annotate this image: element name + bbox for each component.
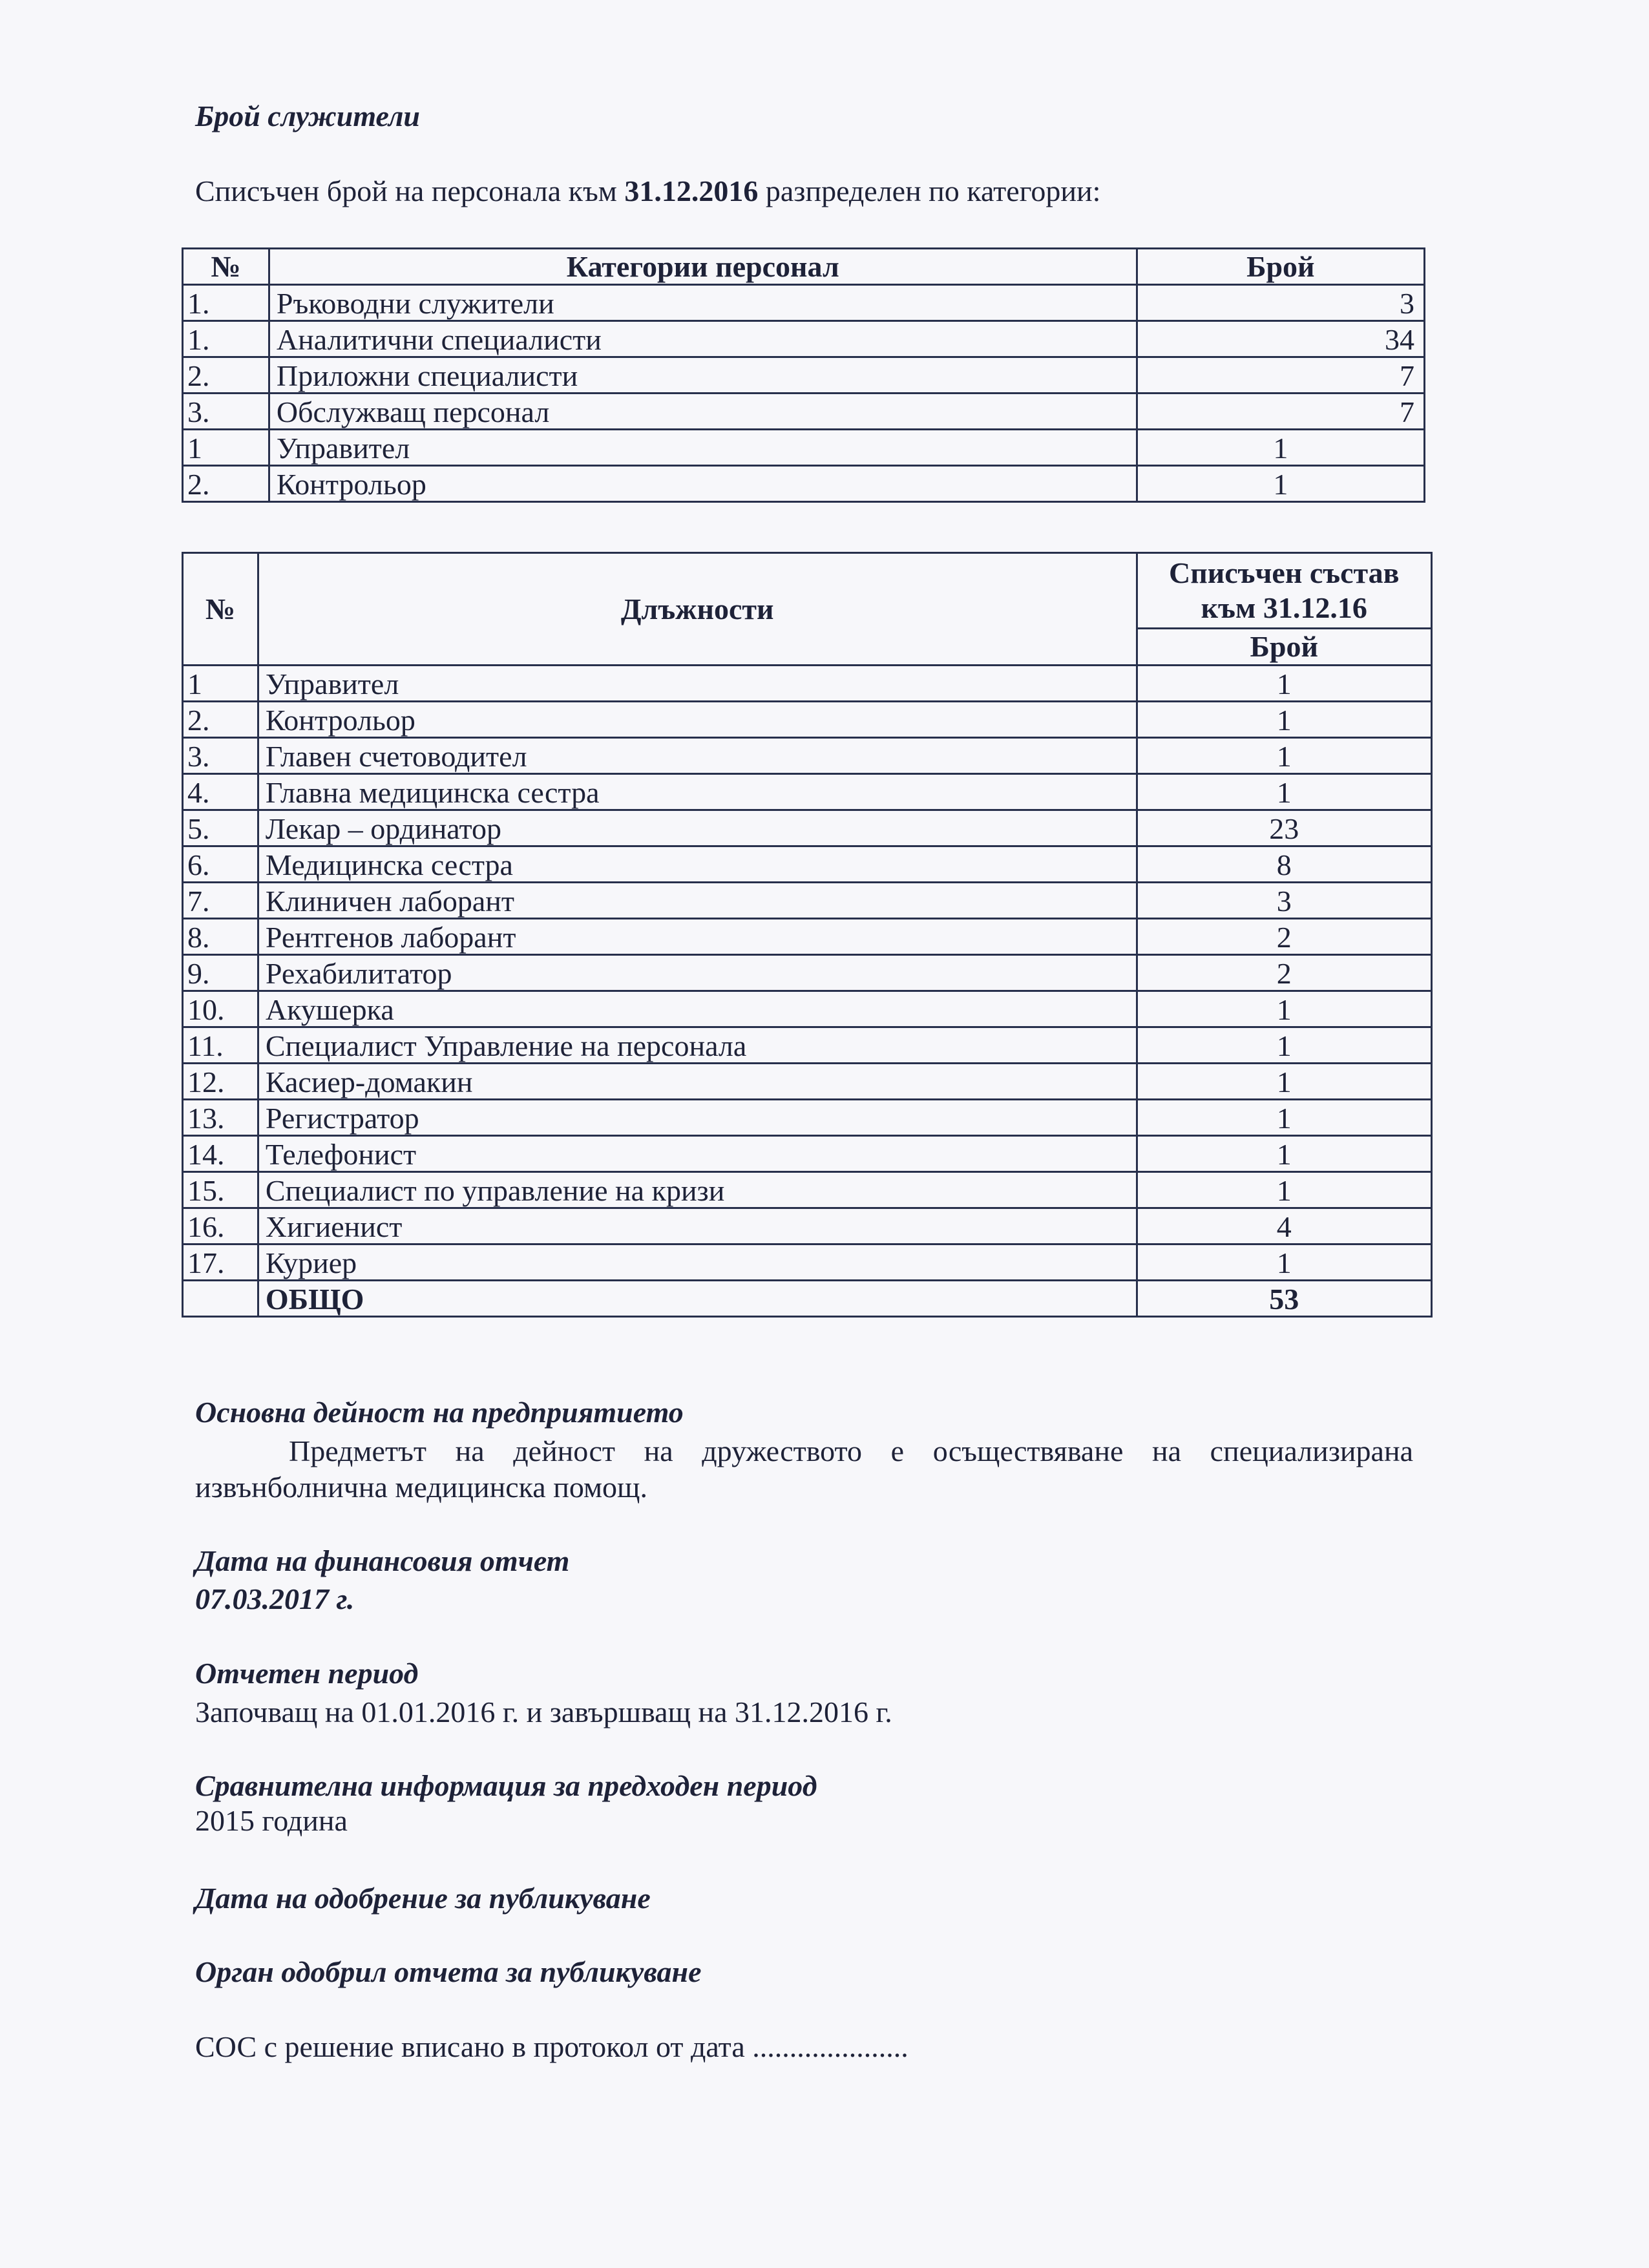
table-row	[183, 1172, 1432, 1208]
table-row	[183, 666, 1432, 702]
table-row	[183, 810, 1432, 846]
row-count: 1	[1137, 702, 1431, 738]
row-position: Медицинска сестра	[258, 846, 1137, 883]
table-header-row	[183, 249, 1425, 285]
row-position: Регистратор	[258, 1100, 1137, 1136]
employees-intro	[195, 173, 1100, 209]
row-count: 1	[1137, 1244, 1431, 1281]
table-row	[183, 919, 1432, 955]
table-row	[183, 1100, 1432, 1136]
table-row	[183, 1208, 1432, 1244]
report-date-heading: Дата на финансовия отчет	[195, 1544, 570, 1577]
comparative-value: 2015 година	[195, 1804, 348, 1837]
row-count: 1	[1137, 774, 1431, 810]
table-row	[183, 321, 1425, 357]
positions-table	[182, 552, 1433, 1318]
approval-date-heading: Дата на одобрение за публикуване	[195, 1882, 651, 1915]
row-category: Аналитични специалисти	[269, 321, 1137, 357]
row-count: 1	[1137, 1027, 1431, 1064]
row-no: 16.	[183, 1208, 258, 1244]
row-count: 2	[1137, 919, 1431, 955]
header-position: Длъжности	[258, 553, 1137, 666]
row-no: 8.	[183, 919, 258, 955]
total-label: ОБЩО	[258, 1281, 1137, 1317]
row-no: 1	[183, 430, 269, 466]
table-row	[183, 394, 1425, 430]
table-row	[183, 1064, 1432, 1100]
row-count: 1	[1137, 991, 1431, 1027]
row-position: Касиер-домакин	[258, 1064, 1137, 1100]
row-position: Рентгенов лаборант	[258, 919, 1137, 955]
row-position: Управител	[258, 666, 1137, 702]
row-position: Контрольор	[258, 702, 1137, 738]
row-count: 1	[1137, 466, 1424, 502]
row-no: 14.	[183, 1136, 258, 1172]
row-position: Главна медицинска сестра	[258, 774, 1137, 810]
table-row	[183, 774, 1432, 810]
table-row	[183, 430, 1425, 466]
table-row	[183, 1027, 1432, 1064]
activity-heading: Основна дейност на предприятието	[195, 1396, 684, 1429]
row-no: 9.	[183, 955, 258, 991]
row-no: 2.	[183, 466, 269, 502]
report-date-value: 07.03.2017 г.	[195, 1582, 355, 1615]
row-count: 1	[1137, 666, 1431, 702]
row-no: 1.	[183, 285, 269, 321]
header-count: Брой	[1137, 629, 1431, 666]
row-count: 1	[1137, 1136, 1431, 1172]
table-row	[183, 357, 1425, 394]
row-category: Обслужващ персонал	[269, 394, 1137, 430]
row-no: 4.	[183, 774, 258, 810]
intro-prefix: Списъчен брой на персонала към	[195, 174, 625, 207]
row-category: Управител	[269, 430, 1137, 466]
row-position: Акушерка	[258, 991, 1137, 1027]
row-no: 5.	[183, 810, 258, 846]
total-count: 53	[1137, 1281, 1431, 1317]
row-no: 7.	[183, 883, 258, 919]
row-count: 1	[1137, 1100, 1431, 1136]
header-no: №	[183, 249, 269, 285]
row-no: 13.	[183, 1100, 258, 1136]
row-no: 1.	[183, 321, 269, 357]
row-no: 15.	[183, 1172, 258, 1208]
intro-date: 31.12.2016	[624, 174, 759, 207]
table-row	[183, 1136, 1432, 1172]
row-no: 3.	[183, 738, 258, 774]
table-row	[183, 991, 1432, 1027]
table-row	[183, 1244, 1432, 1281]
employees-heading: Брой служители	[195, 100, 421, 132]
row-position: Телефонист	[258, 1136, 1137, 1172]
comparative-heading: Сравнителна информация за предходен период	[195, 1769, 817, 1802]
table-row	[183, 738, 1432, 774]
row-category: Ръководни служители	[269, 285, 1137, 321]
row-no: 2.	[183, 702, 258, 738]
approving-body-heading: Орган одобрил отчета за публикуване	[195, 1955, 702, 1988]
row-count: 7	[1137, 357, 1424, 394]
row-count: 1	[1137, 430, 1424, 466]
table-header-row	[183, 553, 1432, 629]
row-position: Специалист Управление на персонала	[258, 1027, 1137, 1064]
header-count: Брой	[1137, 249, 1424, 285]
header-category: Категории персонал	[269, 249, 1137, 285]
row-count: 8	[1137, 846, 1431, 883]
table-total-row	[183, 1281, 1432, 1317]
intro-suffix: разпределен по категории:	[758, 174, 1101, 207]
row-count: 34	[1137, 321, 1424, 357]
row-count: 2	[1137, 955, 1431, 991]
period-heading: Отчетен период	[195, 1657, 419, 1690]
period-value: Започващ на 01.01.2016 г. и завършващ на 31.12.2016 г.	[195, 1696, 892, 1728]
row-count: 1	[1137, 1064, 1431, 1100]
activity-text: Предметът на дейност на дружеството е осъществяване на специализирана извънболнична медицинска помощ.	[195, 1434, 1413, 1504]
row-position: Специалист по управление на кризи	[258, 1172, 1137, 1208]
table-row	[183, 955, 1432, 991]
row-count: 3	[1137, 285, 1424, 321]
header-roster: Списъчен състав към 31.12.16	[1137, 553, 1431, 629]
row-category: Приложни специалисти	[269, 357, 1137, 394]
row-count: 4	[1137, 1208, 1431, 1244]
approving-body-value: СОС с решение вписано в протокол от дата .....................	[195, 2030, 909, 2063]
row-no: 17.	[183, 1244, 258, 1281]
row-no: 12.	[183, 1064, 258, 1100]
row-count: 3	[1137, 883, 1431, 919]
row-count: 1	[1137, 1172, 1431, 1208]
table-row	[183, 285, 1425, 321]
row-no: 11.	[183, 1027, 258, 1064]
header-no: №	[183, 553, 258, 666]
table-row	[183, 846, 1432, 883]
row-count: 7	[1137, 394, 1424, 430]
row-no: 3.	[183, 394, 269, 430]
table-row	[183, 702, 1432, 738]
table-row	[183, 883, 1432, 919]
row-position: Куриер	[258, 1244, 1137, 1281]
row-position: Лекар – ординатор	[258, 810, 1137, 846]
row-position: Рехабилитатор	[258, 955, 1137, 991]
row-no: 2.	[183, 357, 269, 394]
row-count: 23	[1137, 810, 1431, 846]
row-no: 1	[183, 666, 258, 702]
row-position: Главен счетоводител	[258, 738, 1137, 774]
row-position: Клиничен лаборант	[258, 883, 1137, 919]
row-category: Контрольор	[269, 466, 1137, 502]
row-count: 1	[1137, 738, 1431, 774]
row-position: Хигиенист	[258, 1208, 1137, 1244]
row-no: 6.	[183, 846, 258, 883]
total-no	[183, 1281, 258, 1317]
row-no: 10.	[183, 991, 258, 1027]
table-row	[183, 466, 1425, 502]
categories-table	[182, 247, 1425, 503]
